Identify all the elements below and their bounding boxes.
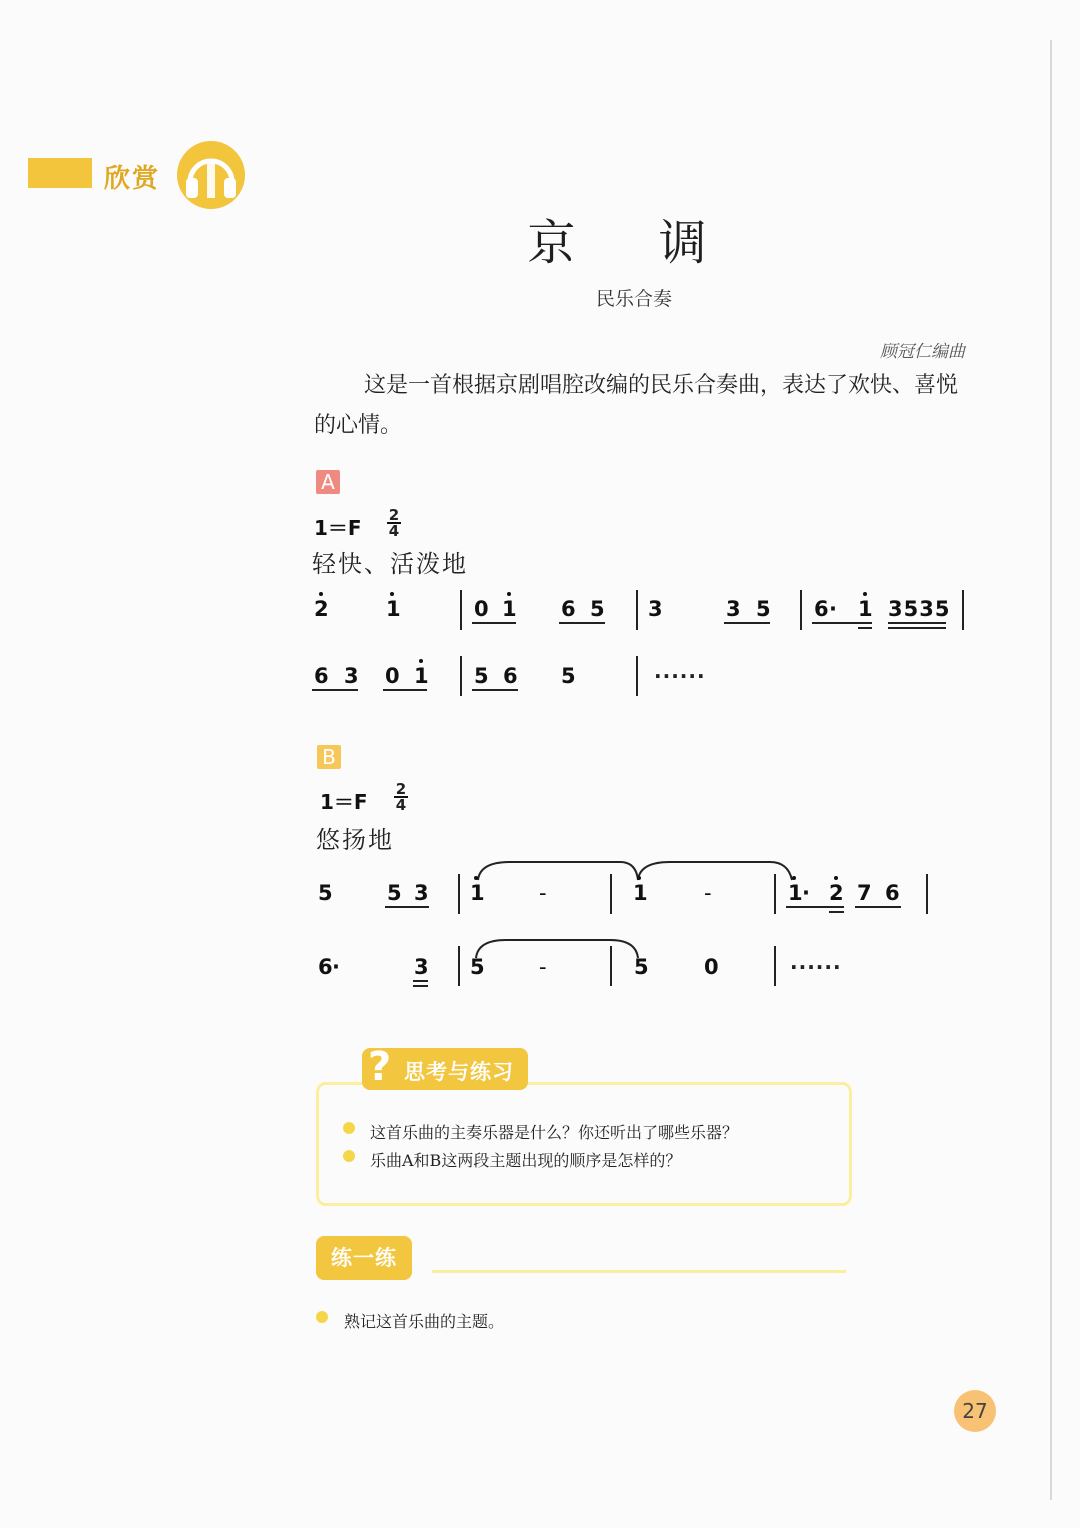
sixteenth-underline: [858, 627, 872, 629]
note: 1: [386, 597, 401, 621]
bullet-icon: [343, 1150, 355, 1162]
note: 1: [633, 881, 648, 905]
dash: -: [704, 881, 712, 905]
section-b-badge: B: [317, 745, 341, 769]
eighth-underline: [855, 906, 901, 908]
note: 1: [502, 597, 517, 621]
eighth-underline: [559, 622, 605, 624]
time-bottom: 4: [395, 796, 407, 814]
note: 5: [756, 597, 771, 621]
note: 0: [385, 664, 400, 688]
practice-divider: [432, 1270, 846, 1273]
note: 3: [648, 597, 663, 621]
time-bottom: 4: [388, 522, 400, 540]
bar-line: [774, 874, 776, 914]
time-top: 2: [395, 780, 407, 798]
high-octave-dot: [507, 592, 511, 596]
note: 2: [829, 881, 844, 905]
time-top: 2: [388, 506, 400, 524]
note-group: 3535: [888, 597, 951, 621]
bar-line: [460, 656, 462, 696]
eighth-underline: [312, 689, 358, 691]
eighth-underline: [812, 622, 872, 624]
section-a-badge: A: [316, 470, 340, 494]
continuation-ellipsis: ······: [654, 664, 706, 688]
bar-line: [458, 874, 460, 914]
note: 5: [561, 664, 576, 688]
think-practice-box: [316, 1082, 852, 1206]
note: 5: [634, 955, 649, 979]
bullet-icon: [343, 1122, 355, 1134]
sixteenth-underline: [413, 985, 428, 987]
augmentation-dot: ·: [802, 881, 810, 905]
augmentation-dot: ·: [829, 597, 837, 621]
bar-line: [636, 656, 638, 696]
high-octave-dot: [863, 592, 867, 596]
bullet-icon: [316, 1311, 328, 1323]
sixteenth-underline: [888, 627, 946, 629]
section-a-key: 1＝F: [314, 516, 362, 540]
note: 5: [590, 597, 605, 621]
note: 5: [470, 955, 485, 979]
note: 5: [474, 664, 489, 688]
note: 3: [344, 664, 359, 688]
section-b-tempo: 悠扬地: [316, 826, 394, 854]
note: 6: [314, 664, 329, 688]
bar-line: [610, 874, 612, 914]
bar-line: [962, 590, 964, 630]
eighth-underline: [413, 980, 428, 982]
section-a-time-signature: [386, 508, 402, 538]
high-octave-dot: [637, 876, 641, 880]
piece-subtitle: 民乐合奏: [595, 288, 672, 310]
practice-item: 熟记这首乐曲的主题。: [344, 1312, 505, 1331]
high-octave-dot: [792, 876, 796, 880]
note: 6: [561, 597, 576, 621]
note: 6: [885, 881, 900, 905]
bar-line: [460, 590, 462, 630]
section-label: 欣赏: [104, 164, 161, 194]
note: 1: [470, 881, 485, 905]
augmentation-dot: ·: [332, 955, 340, 979]
eighth-underline: [888, 622, 946, 624]
sixteenth-underline: [829, 911, 844, 913]
note: 1: [858, 597, 873, 621]
dash: -: [539, 955, 547, 979]
eighth-underline: [385, 906, 429, 908]
note: 3: [414, 955, 429, 979]
note: 6: [503, 664, 518, 688]
piece-title: 京 调: [527, 215, 741, 271]
bar-line: [926, 874, 928, 914]
eighth-underline: [472, 689, 518, 691]
note: 3: [726, 597, 741, 621]
bar-line: [800, 590, 802, 630]
eighth-underline: [472, 622, 516, 624]
tie-arc: [470, 932, 650, 962]
page-number-badge: 27: [954, 1390, 996, 1432]
section-b-time-signature: [393, 782, 409, 812]
note: 3: [414, 881, 429, 905]
bar-line: [458, 946, 460, 986]
practice-tab: 练一练: [316, 1236, 412, 1280]
high-octave-dot: [474, 876, 478, 880]
note: 7: [857, 881, 872, 905]
section-b-key: 1＝F: [320, 790, 368, 814]
note: 5: [387, 881, 402, 905]
eighth-underline: [383, 689, 427, 691]
eighth-underline: [724, 622, 770, 624]
think-practice-title: 思考与练习: [404, 1060, 514, 1084]
note: 1: [414, 664, 429, 688]
bar-line: [610, 946, 612, 986]
think-item: 这首乐曲的主奏乐器是什么？你还听出了哪些乐器？: [370, 1123, 739, 1142]
note: 6: [814, 597, 829, 621]
dash: -: [539, 881, 547, 905]
bar-line: [636, 590, 638, 630]
note: 1: [788, 881, 803, 905]
intro-paragraph: 这是一首根据京剧唱腔改编的民乐合奏曲，表达了欢快、喜悦的心情。: [314, 373, 959, 438]
bar-line: [774, 946, 776, 986]
note: 2: [314, 597, 329, 621]
note: 0: [474, 597, 489, 621]
think-item: 乐曲A和B这两段主题出现的顺序是怎样的？: [370, 1151, 682, 1170]
headphones-icon: [176, 140, 246, 210]
continuation-ellipsis: ······: [790, 955, 842, 979]
high-octave-dot: [834, 876, 838, 880]
high-octave-dot: [419, 659, 423, 663]
high-octave-dot: [319, 592, 323, 596]
composer-credit: 顾冠仁编曲: [880, 342, 965, 362]
eighth-underline: [786, 906, 844, 908]
note: 6: [318, 955, 333, 979]
section-a-tempo: 轻快、活泼地: [312, 550, 468, 578]
section-tab-bar: [28, 158, 92, 188]
question-mark-icon: ?: [368, 1044, 392, 1090]
rest: 0: [704, 955, 719, 979]
note: 5: [318, 881, 333, 905]
high-octave-dot: [390, 592, 394, 596]
